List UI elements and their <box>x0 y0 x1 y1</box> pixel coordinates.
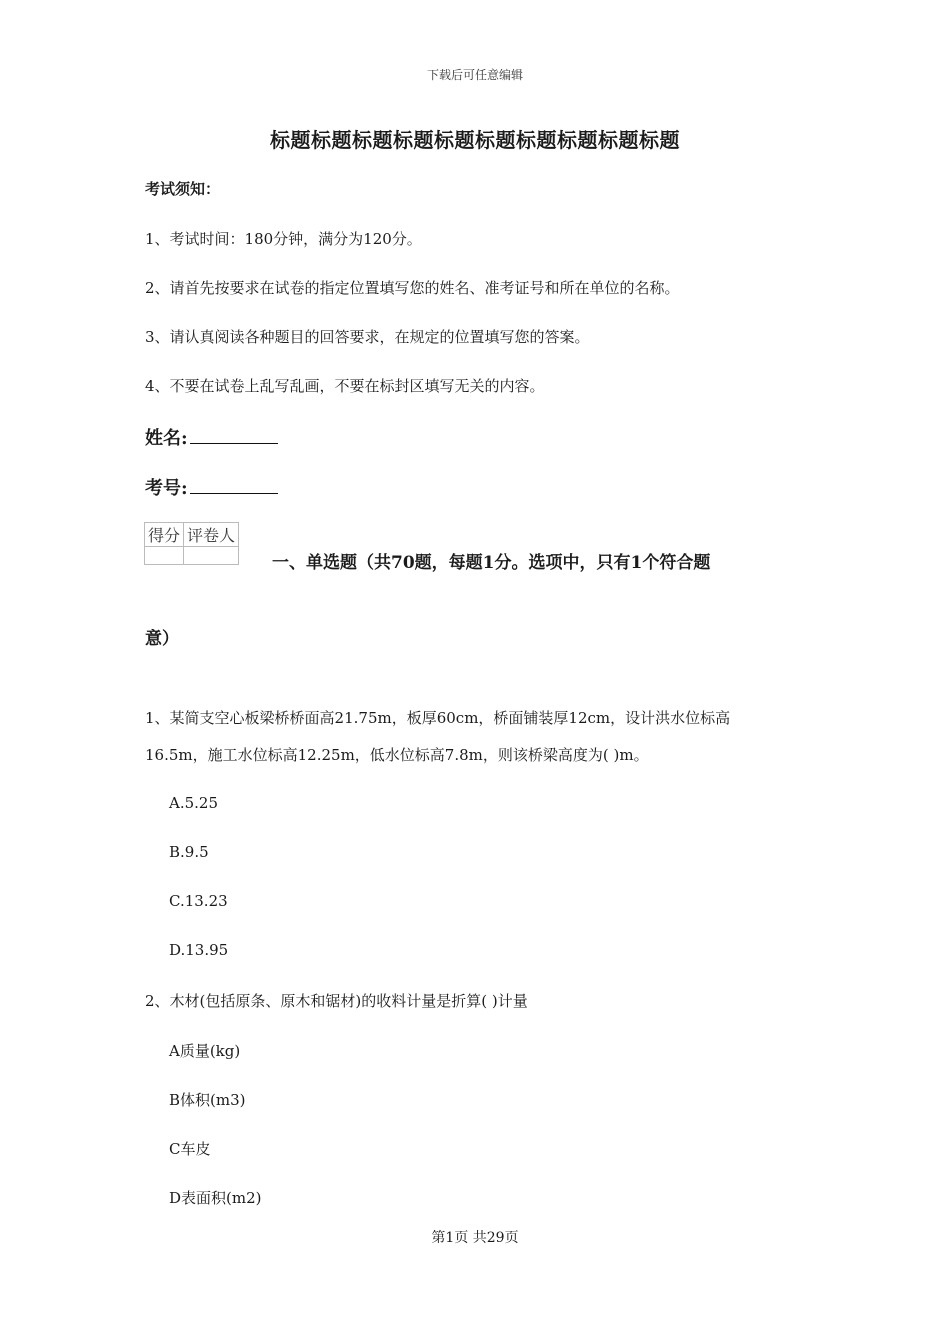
question-1-option-c: C.13.23 <box>169 892 228 910</box>
score-table <box>144 522 239 565</box>
question-2-option-b: B体积(m3) <box>169 1091 246 1109</box>
document-title: 标题标题标题标题标题标题标题标题标题标题 <box>270 128 680 152</box>
question-1-text-continued: 16.5m，施工水位标高12.25m，低水位标高7.8m，则该桥梁高度为( )m。 <box>145 746 649 764</box>
exam-id-field <box>145 474 278 500</box>
question-1-text: 1、某简支空心板梁桥桥面高21.75m，板厚60cm，桥面铺装厚12cm，设计洪水位标高 <box>145 709 731 727</box>
page-header: 下载后可任意编辑 <box>426 68 523 82</box>
section-title: 一、单选题（共70题，每题1分。选项中，只有1个符合题 <box>272 553 711 573</box>
name-label: 姓名: <box>145 428 188 449</box>
question-2-option-d: D表面积(m2) <box>169 1189 262 1207</box>
section-title-continued: 意） <box>145 629 179 649</box>
notice-item: 4、不要在试卷上乱写乱画，不要在标封区填写无关的内容。 <box>145 377 545 395</box>
grader-header: 评卷人 <box>184 523 239 547</box>
score-header: 得分 <box>145 523 184 547</box>
question-1-option-d: D.13.95 <box>169 941 229 959</box>
score-cell <box>145 547 184 565</box>
notice-item: 2、请首先按要求在试卷的指定位置填写您的姓名、准考证号和所在单位的名称。 <box>145 279 680 297</box>
notice-heading: 考试须知： <box>145 180 221 198</box>
question-2-text: 2、木材(包括原条、原木和锯材)的收料计量是折算( )计量 <box>145 992 528 1010</box>
question-1-option-a: A.5.25 <box>169 794 218 812</box>
grader-cell <box>184 547 239 565</box>
page-footer: 第1页 共29页 <box>431 1230 519 1246</box>
exam-id-label: 考号: <box>145 478 188 499</box>
notice-item: 1、考试时间：180分钟，满分为120分。 <box>145 230 422 248</box>
exam-id-blank[interactable] <box>190 475 278 494</box>
question-2-option-c: C车皮 <box>169 1140 211 1158</box>
question-2-option-a: A质量(kg) <box>169 1042 241 1060</box>
name-blank[interactable] <box>190 425 278 444</box>
notice-item: 3、请认真阅读各种题目的回答要求，在规定的位置填写您的答案。 <box>145 328 590 346</box>
name-field <box>145 424 278 450</box>
question-1-option-b: B.9.5 <box>169 843 209 861</box>
